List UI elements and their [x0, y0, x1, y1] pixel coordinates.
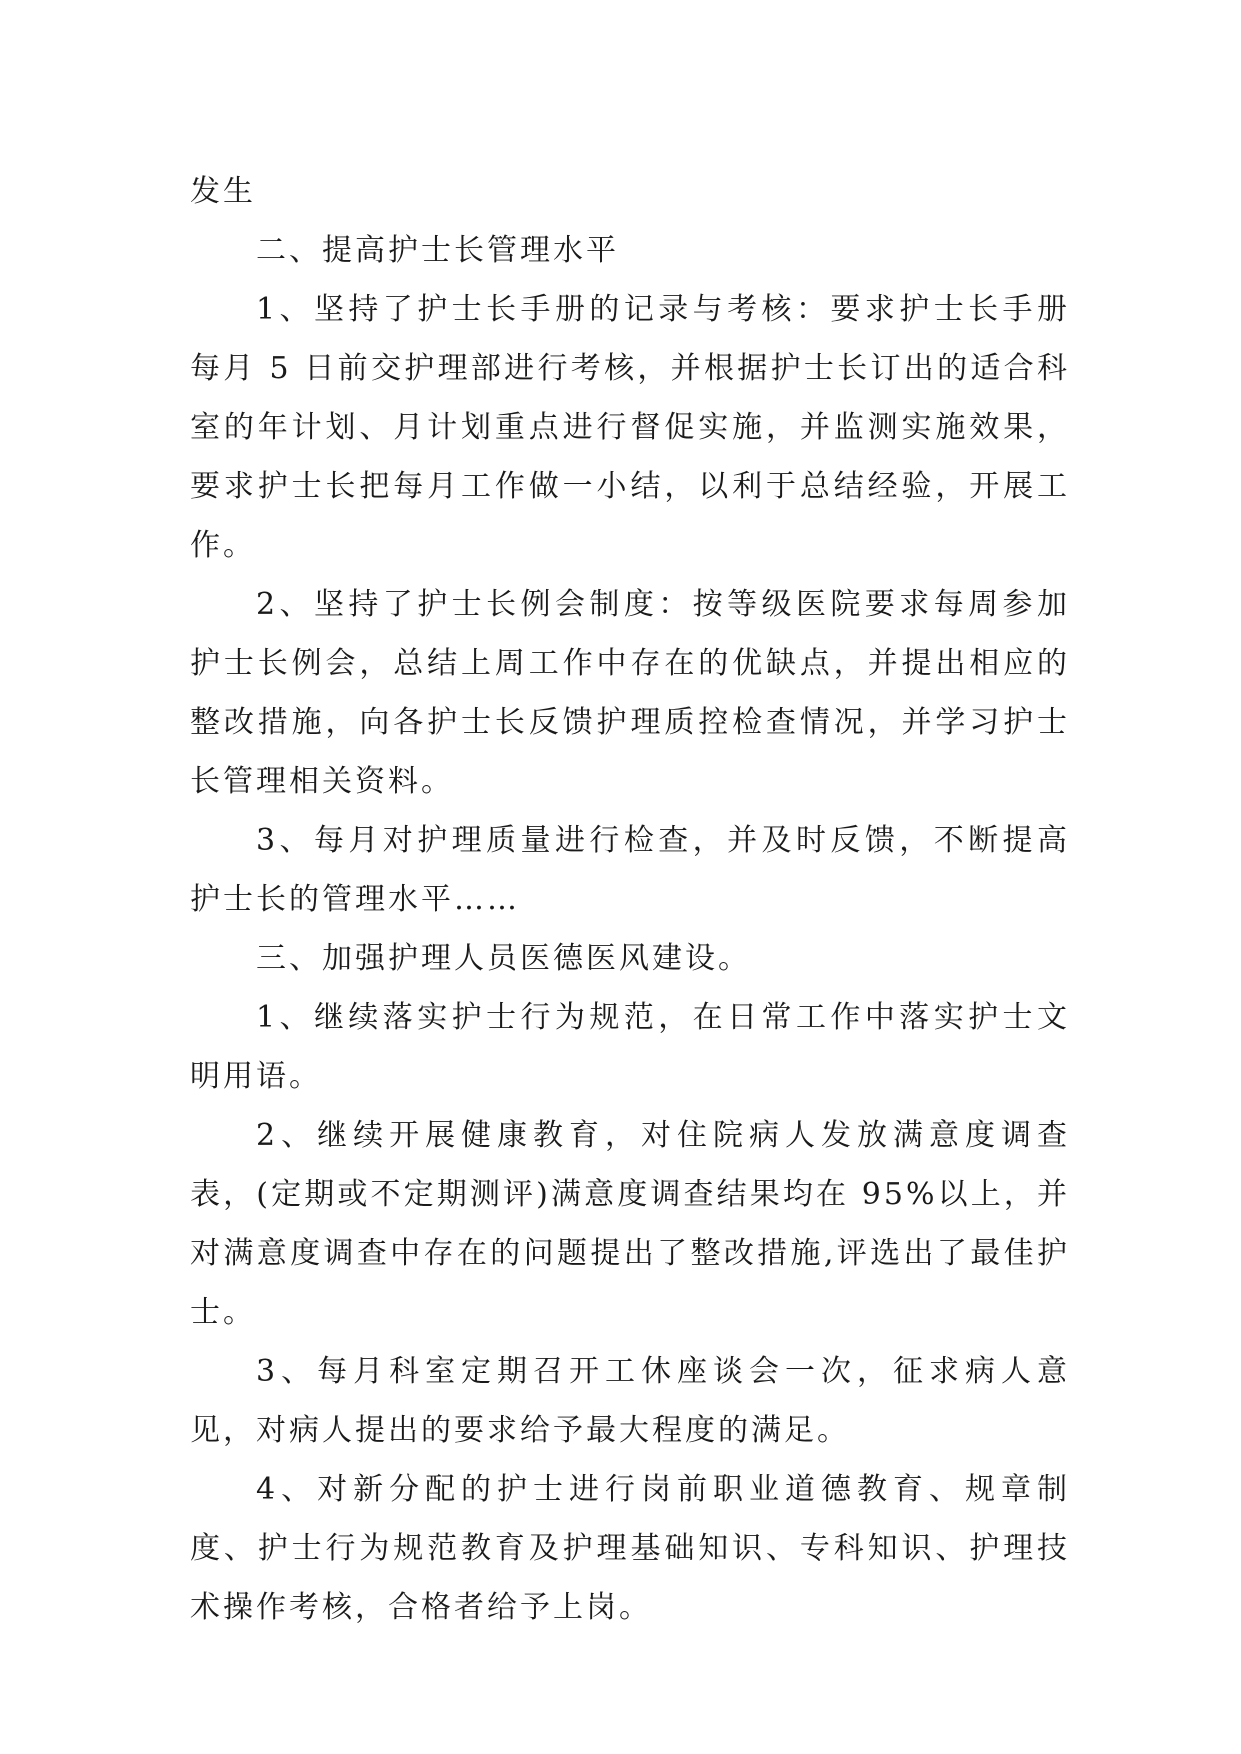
section-heading-3: 三、加强护理人员医德医风建设。 [256, 941, 751, 976]
list-item: 2、坚持了护士长例会制度：按等级医院要求每周参加护士长例会，总结上周工作中存在的优缺点，并提出相应的整改措施，向各护士长反馈护理质控检查情况，并学习护士长管理相关资料。 [190, 587, 1070, 799]
section-heading-2: 二、提高护士长管理水平 [256, 233, 619, 268]
list-item: 1、继续落实护士行为规范，在日常工作中落实护士文明用语。 [190, 1000, 1070, 1094]
list-item: 3、每月科室定期召开工休座谈会一次，征求病人意见，对病人提出的要求给予最大程度的满足。 [190, 1354, 1070, 1448]
list-item: 3、每月对护理质量进行检查，并及时反馈，不断提高护士长的管理水平…… [190, 823, 1070, 917]
document-body [190, 162, 1070, 1637]
list-item: 2、继续开展健康教育，对住院病人发放满意度调查表，(定期或不定期测评)满意度调查结果均在 95%以上，并对满意度调查中存在的问题提出了整改措施,评选出了最佳护士。 [190, 1118, 1070, 1330]
list-item: 4、对新分配的护士进行岗前职业道德教育、规章制度、护士行为规范教育及护理基础知识、专科知识、护理技术操作考核，合格者给予上岗。 [190, 1472, 1070, 1625]
paragraph-continuation: 发生 [190, 174, 256, 209]
list-item: 1、坚持了护士长手册的记录与考核：要求护士长手册每月 5 日前交护理部进行考核，并根据护士长订出的适合科室的年计划、月计划重点进行督促实施，并监测实施效果，要求护士长把每月工作做一小结，以利于总结经验，开展工作。 [190, 292, 1070, 563]
